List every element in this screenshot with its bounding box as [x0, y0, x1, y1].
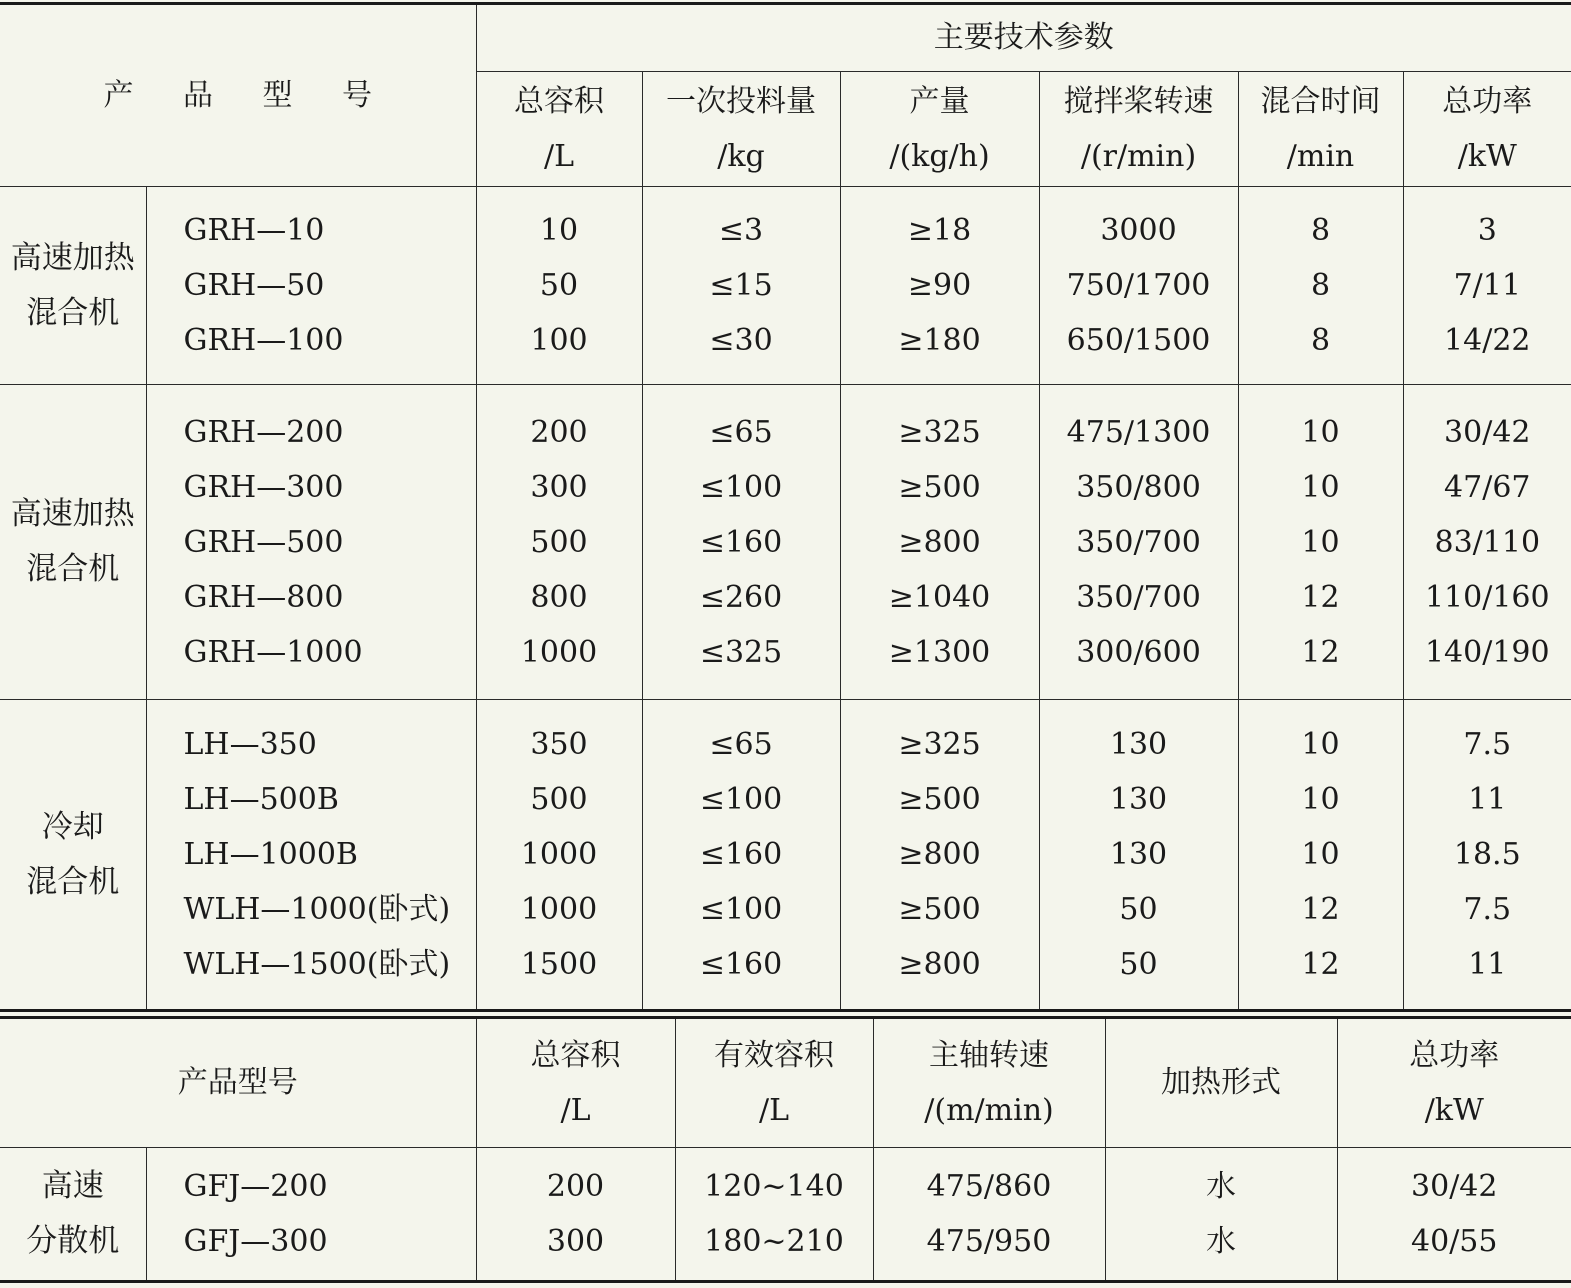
column-name: 主轴转速 [929, 1038, 1049, 1073]
column-name: 搅拌桨转速 [1063, 84, 1214, 119]
value-cell-line: 130 [1109, 837, 1168, 872]
value-cell-line: ≤100 [699, 892, 783, 927]
value-cell-line: 30/42 [1411, 1169, 1498, 1204]
product-model-header: 产 品 型 号 [0, 4, 476, 187]
value-cell-line: 12 [1301, 579, 1340, 615]
table-row [0, 187, 1571, 385]
value-cell-line: 30/42 [1444, 414, 1531, 450]
value-cell-line: 350/700 [1076, 579, 1201, 615]
value-cell-line: 水 [1206, 1169, 1236, 1204]
value-cell-line: ≤100 [699, 782, 783, 817]
column-name: 有效容积 [714, 1038, 834, 1073]
value-cell [840, 385, 1039, 700]
category-cell-line: 混合机 [26, 863, 120, 900]
value-cell [840, 700, 1039, 1011]
model-cell [146, 1148, 476, 1282]
value-cell-line: ≥500 [898, 469, 981, 505]
column-header: 加热形式 [1105, 1018, 1337, 1148]
value-cell-line: ≥800 [898, 524, 981, 560]
value-cell-line: ≤15 [709, 268, 773, 303]
value-cell-line: ≥800 [898, 837, 981, 872]
column-unit: /(kg/h) [889, 139, 990, 174]
value-cell-line: 8 [1310, 268, 1331, 303]
value-cell-line: 300 [546, 1224, 605, 1259]
value-cell [476, 385, 642, 700]
value-cell [873, 1148, 1105, 1282]
column-header [476, 1018, 675, 1148]
value-cell-line: 50 [1119, 892, 1158, 927]
value-cell-line: 650/1500 [1066, 323, 1211, 358]
table-row [0, 1148, 1571, 1282]
model-cell-line: GRH—1000 [183, 634, 363, 670]
value-cell-line: 10 [1301, 837, 1340, 872]
value-cell-line: 1000 [520, 892, 598, 927]
model-cell-line: LH—1000B [183, 837, 358, 872]
value-cell-line: 110/160 [1424, 579, 1550, 615]
column-unit: /L [544, 139, 575, 174]
category-cell [0, 700, 146, 1011]
value-cell [1238, 385, 1403, 700]
value-cell-line: 47/67 [1444, 469, 1531, 505]
model-cell-line: GFJ—300 [183, 1224, 328, 1259]
product-model-header: 产品型号 [0, 1018, 476, 1148]
value-cell-line: 475/950 [926, 1224, 1052, 1259]
category-cell-line: 混合机 [26, 551, 120, 587]
value-cell-line: ≤100 [699, 469, 783, 505]
value-cell-line: 18.5 [1453, 837, 1521, 872]
value-cell [642, 187, 840, 385]
value-cell [1039, 385, 1238, 700]
column-name: 总容积 [514, 84, 605, 119]
column-header [642, 72, 840, 187]
value-cell-line: 350/700 [1076, 524, 1201, 560]
value-cell-line: 3 [1477, 213, 1497, 248]
value-cell-line: 12 [1301, 892, 1340, 927]
value-cell-line: ≥800 [898, 947, 981, 982]
value-cell-line: ≥500 [898, 892, 981, 927]
value-cell [476, 187, 642, 385]
column-name: 总功率 [1409, 1038, 1500, 1073]
model-cell-line: LH—500B [183, 782, 339, 817]
value-cell [642, 385, 840, 700]
model-cell-line: GRH—50 [183, 268, 325, 303]
category-cell-line: 高速 [41, 1168, 104, 1204]
model-cell-line: GRH—100 [183, 323, 344, 358]
value-cell [1337, 1148, 1571, 1282]
column-name: 总功率 [1442, 84, 1533, 119]
value-cell-line: 10 [1301, 469, 1340, 505]
value-cell [1039, 187, 1238, 385]
category-cell [0, 187, 146, 385]
value-cell-line: ≥90 [907, 268, 972, 303]
category-cell-line: 高速加热 [10, 496, 135, 532]
column-header [476, 72, 642, 187]
value-cell [1238, 187, 1403, 385]
column-unit: /L [560, 1093, 591, 1128]
value-cell-line: 10 [1301, 524, 1340, 560]
value-cell-line: 7.5 [1463, 727, 1512, 762]
value-cell-line: 1500 [520, 947, 598, 982]
model-cell-line: LH—350 [183, 727, 317, 762]
value-cell-line: 83/110 [1434, 524, 1541, 560]
value-cell-line: ≥1300 [888, 634, 991, 670]
value-cell-line: 7.5 [1463, 892, 1512, 927]
value-cell-line: 12 [1301, 634, 1340, 670]
value-cell-line: 8 [1310, 323, 1331, 358]
value-cell-line: 500 [530, 782, 588, 817]
value-cell-line: ≤325 [699, 634, 783, 670]
value-cell-line: 8 [1310, 213, 1331, 248]
value-cell-line: ≥325 [898, 727, 981, 762]
column-name: 产量 [909, 84, 970, 119]
value-cell-line: ≥500 [898, 782, 981, 817]
value-cell-line: 10 [1301, 727, 1340, 762]
value-cell-line: ≥325 [898, 414, 981, 450]
value-cell [1403, 385, 1571, 700]
main-params-header: 主要技术参数 [476, 4, 1571, 72]
column-unit: /(r/min) [1080, 139, 1197, 174]
value-cell-line: 7/11 [1453, 268, 1521, 303]
model-cell [146, 700, 476, 1011]
value-cell-line: 200 [530, 414, 588, 450]
column-name: 混合时间 [1260, 84, 1381, 119]
value-cell-line: ≥180 [898, 323, 981, 358]
value-cell-line: 140/190 [1424, 634, 1550, 670]
value-cell-line: 40/55 [1411, 1224, 1498, 1259]
value-cell-line: 200 [546, 1169, 605, 1204]
value-cell-line: 120~140 [704, 1169, 844, 1204]
value-cell [1403, 187, 1571, 385]
value-cell-line: 14/22 [1444, 323, 1531, 358]
value-cell-line: 100 [530, 323, 588, 358]
value-cell [1105, 1148, 1337, 1282]
value-cell-line: 475/860 [926, 1169, 1052, 1204]
value-cell-line: 50 [1119, 947, 1158, 982]
value-cell-line: ≥1040 [888, 579, 991, 615]
model-cell [146, 385, 476, 700]
model-cell-line: GRH—800 [183, 579, 344, 615]
value-cell-line: ≥18 [907, 213, 972, 248]
model-cell-line: GFJ—200 [183, 1169, 328, 1204]
model-cell-line: WLH—1000(卧式) [183, 892, 451, 927]
column-unit: /kW [1457, 139, 1517, 174]
category-cell-line: 混合机 [26, 294, 120, 331]
category-cell-line: 冷却 [41, 808, 104, 845]
value-cell [1238, 700, 1403, 1011]
value-cell-line: 300 [530, 469, 588, 505]
value-cell-line: ≤65 [709, 414, 773, 450]
model-cell-line: GRH—500 [183, 524, 344, 560]
disperser-specs-table [0, 1016, 1571, 1283]
column-unit: /kW [1424, 1093, 1484, 1128]
column-header [1238, 72, 1403, 187]
value-cell [642, 700, 840, 1011]
column-header [1337, 1018, 1571, 1148]
value-cell-line: 12 [1301, 947, 1340, 982]
column-unit: /L [758, 1093, 790, 1128]
column-header [873, 1018, 1105, 1148]
value-cell-line: 300/600 [1076, 634, 1201, 670]
value-cell [840, 187, 1039, 385]
value-cell-line: ≤65 [709, 727, 773, 762]
value-cell-line: ≤160 [699, 524, 783, 560]
value-cell-line: 750/1700 [1066, 268, 1211, 303]
column-header [1403, 72, 1571, 187]
machine-specs-table [0, 2, 1571, 1012]
category-cell-line: 分散机 [26, 1223, 120, 1259]
value-cell [476, 1148, 675, 1282]
category-cell [0, 385, 146, 700]
column-header [1039, 72, 1238, 187]
value-cell-line: 130 [1109, 782, 1168, 817]
value-cell [1403, 700, 1571, 1011]
table-row [0, 700, 1571, 1011]
value-cell-line: ≤3 [718, 213, 764, 248]
model-cell [146, 187, 476, 385]
model-cell-line: WLH—1500(卧式) [183, 947, 451, 982]
model-cell-line: GRH—300 [183, 469, 344, 505]
value-cell-line: 10 [539, 213, 579, 248]
value-cell-line: 11 [1468, 782, 1507, 817]
column-name: 总容积 [530, 1038, 621, 1073]
value-cell-line: 350 [530, 727, 588, 762]
model-cell-line: GRH—10 [183, 213, 325, 248]
value-cell-line: 50 [539, 268, 579, 303]
value-cell-line: 350/800 [1076, 469, 1201, 505]
column-header [675, 1018, 873, 1148]
model-cell-line: GRH—200 [183, 414, 344, 450]
category-cell-line: 高速加热 [10, 239, 135, 276]
value-cell-line: 11 [1468, 947, 1507, 982]
value-cell-line: 180~210 [704, 1224, 844, 1259]
value-cell-line: 水 [1206, 1224, 1236, 1259]
column-header [840, 72, 1039, 187]
value-cell [476, 700, 642, 1011]
value-cell-line: 3000 [1100, 213, 1177, 248]
column-unit: /min [1286, 139, 1355, 174]
value-cell-line: ≤160 [699, 947, 783, 982]
value-cell-line: ≤260 [699, 579, 783, 615]
table-row [0, 385, 1571, 700]
value-cell-line: 10 [1301, 782, 1340, 817]
value-cell-line: 130 [1109, 727, 1168, 762]
value-cell-line: 10 [1301, 414, 1340, 450]
value-cell-line: 1000 [520, 634, 598, 670]
category-cell [0, 1148, 146, 1282]
value-cell-line: 475/1300 [1066, 414, 1211, 450]
value-cell-line: 500 [530, 524, 588, 560]
column-unit: /(m/min) [924, 1093, 1054, 1128]
value-cell-line: 1000 [520, 837, 598, 872]
column-name: 一次投料量 [666, 84, 817, 119]
value-cell [1039, 700, 1238, 1011]
value-cell [675, 1148, 873, 1282]
value-cell-line: ≤160 [699, 837, 783, 872]
value-cell-line: ≤30 [709, 323, 773, 358]
column-unit: /kg [717, 139, 765, 174]
value-cell-line: 800 [530, 579, 588, 615]
